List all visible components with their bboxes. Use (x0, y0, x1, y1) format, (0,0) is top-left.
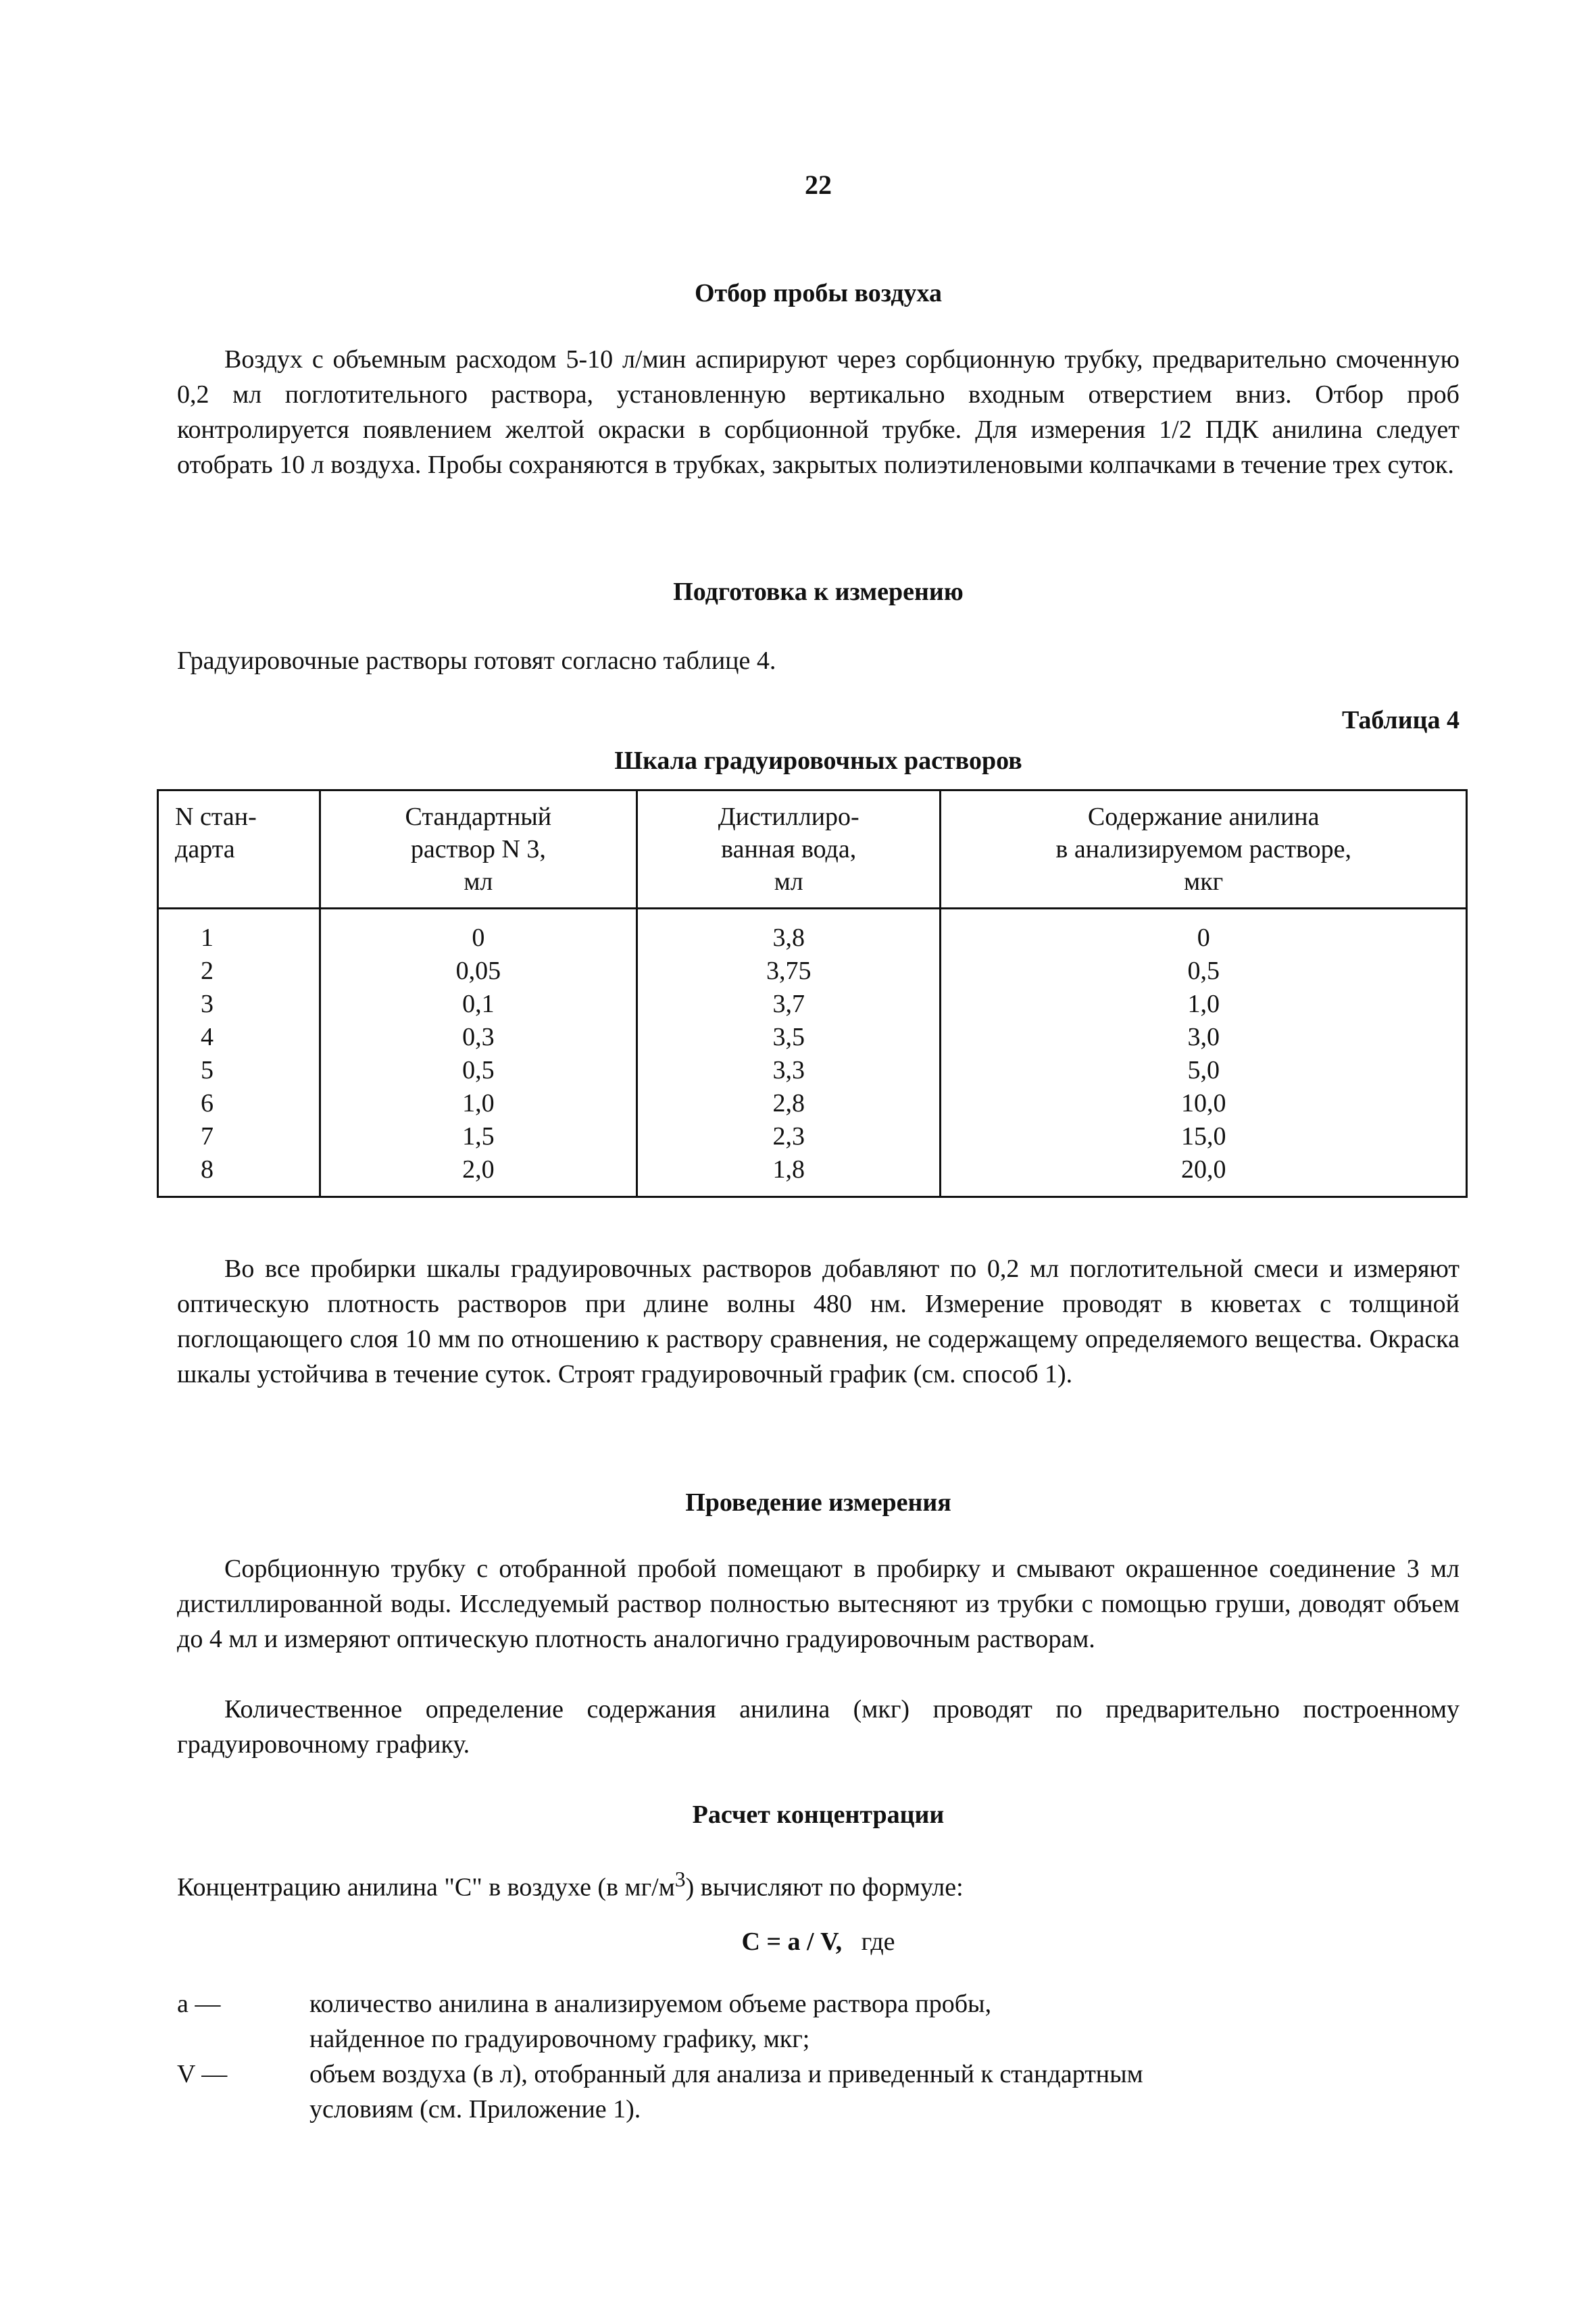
page-number: 22 (805, 170, 832, 200)
heading-measurement: Проведение измерения (685, 1488, 951, 1517)
paragraph-preparation: Градуировочные растворы готовят согласно таблице 4. (177, 647, 776, 675)
definition-item (177, 2057, 1460, 2127)
definition-text: количество анилина в анализируемом объеме раствора пробы, найденное по градуировочному графику, мкг; (309, 1990, 992, 2053)
header-aniline-content: Содержание анилина в анализируемом растворе, мкг (941, 790, 1467, 909)
table-row: 1 0 3,8 0 (158, 909, 1467, 955)
definition-symbol: V — (177, 2060, 228, 2088)
table-row: 3 0,1 3,7 1,0 (158, 988, 1467, 1021)
table-row: 6 1,0 2,8 10,0 (158, 1087, 1467, 1120)
heading-preparation: Подготовка к измерению (673, 578, 964, 606)
superscript: 3 (674, 1867, 686, 1891)
calibration-table (157, 789, 1468, 1198)
header-standard-solution: Стандартный раствор N 3, мл (320, 790, 637, 909)
paragraph-measurement-1: Сорбционную трубку с отобранной пробой помещают в пробирку и смывают окрашенное соединение 3 мл дистиллированной воды. Исследуемый раствор полностью вытесняют из трубки с помощью груши, доводят объем до 4 мл и измеряют оптическую плотность аналогично градуировочным растворам. (177, 1555, 1460, 1653)
formula-suffix: где (861, 1928, 895, 1956)
paragraph-calculation-intro: Концентрацию анилина "С" в воздухе (в $мг/м^3$) вычисляют по формуле: (177, 1867, 964, 1902)
definition-item (177, 1986, 1460, 2057)
definition-text: объем воздуха (в л), отобранный для анализа и приведенный к стандартным условиям (см. Приложение 1). (309, 2060, 1143, 2123)
table-title: Шкала градуировочных растворов (614, 747, 1022, 775)
table-row: 7 1,5 2,3 15,0 (158, 1120, 1467, 1153)
table-header-row (158, 790, 1467, 909)
table-row: 2 0,05 3,75 0,5 (158, 955, 1467, 988)
paragraph-after-table: Во все пробирки шкалы градуировочных растворов добавляют по 0,2 мл поглотительной смеси и измеряют оптическую плотность растворов при длине волны 480 нм. Измерение проводят в кюветах с толщиной поглощающего слоя 10 мм по отношению к раствору сравнения, не содержащему определяемого вещества. Окраска шкалы устойчива в течение суток. Строят градуировочный график (см. способ 1). (177, 1255, 1460, 1388)
table-row: 4 0,3 3,5 3,0 (158, 1021, 1467, 1054)
paragraph-sampling: Воздух с объемным расходом 5-10 л/мин аспирируют через сорбционную трубку, предварительно смоченную 0,2 мл поглотительного раствора, установленную вертикально входным отверстием вниз. Отбор проб контролируется появлением желтой окраски в сорбционной трубке. Для измерения 1/2 ПДК анилина следует отобрать 10 л воздуха. Пробы сохраняются в трубках, закрытых полиэтиленовыми колпачками в течение трех суток. (177, 345, 1460, 479)
definitions-list (177, 1986, 1460, 2127)
table-row: 5 0,5 3,3 5,0 (158, 1054, 1467, 1087)
table-label: Таблица 4 (1341, 706, 1460, 734)
header-distilled-water: Дистиллиро- ванная вода, мл (637, 790, 941, 909)
table-row: 8 2,0 1,8 20,0 (158, 1153, 1467, 1197)
formula (177, 1924, 1460, 1959)
header-standard-number: N стан- дарта (158, 790, 320, 909)
heading-sampling: Отбор пробы воздуха (694, 279, 943, 307)
paragraph-measurement-2: Количественное определение содержания анилина (мкг) проводят по предварительно построенному градуировочному графику. (177, 1695, 1460, 1759)
heading-calculation: Расчет концентрации (692, 1801, 945, 1829)
formula-expression: С = а / V, (741, 1928, 843, 1956)
definition-symbol: а — (177, 1990, 221, 2018)
